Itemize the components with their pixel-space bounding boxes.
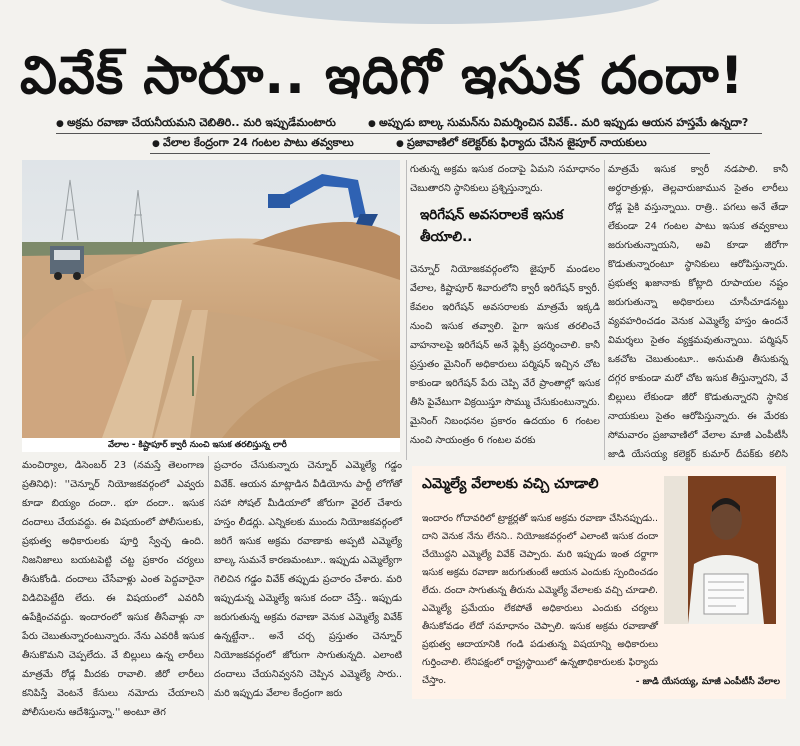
masthead-band: [0, 0, 800, 40]
kicker-item: ● వేలాల కేంద్రంగా 24 గంటల పాటు తవ్వకాలు: [152, 136, 354, 152]
quote-box-heading: ఎమ్మెల్యే వేలాలకు వచ్చి చూడాలి: [422, 476, 599, 492]
column-divider: [406, 160, 407, 460]
kicker-divider: [150, 153, 710, 154]
article-paragraph: ప్రచారం చేసుకున్నారు చెన్నూర్ ఎమ్మెల్యే గడ్డం వివేక్. ఆయన మాట్లాడిన వీడియోను పార్టీ లోగోతో సహా సోషల్ మీడియాలో జోరుగా వైరల్ చేశారు హస్తం లీడర్లు. ఎన్నికలకు ముందు నియోజకవర్గంలో జరిగే ఇసుక అక్రమ రవాణాకు అప్పటి ఎమ్మెల్యే బాల్క సుమనే కారణమంటూ.. ఇప్పుడు ఎమ్మెల్యేగా గెలిచిన గడ్డం వివేక్ తప్పుడు ప్రచారం చేశారు. మరి ఇప్పుడున్న ఎమ్మెల్యే ఇసుక దందా చేస్తే.. ఇప్పుడు జరుగుతున్న అక్రమ రవాణా వెనుక ఎమ్మెల్యే వివేక్ ఉన్నట్టేనా.. అనే చర్చ ప్రస్తుతం చెన్నూర్ నియోజకవర్గంలో జోరుగా సాగుతున్నది. ఎలాంటి దందాలు చేయనివ్వనని చెప్పిన ఎమ్మెల్యే సారు.. మరి ఇప్పుడు వేలాల కేంద్రంగా జరు: [214, 460, 402, 699]
article-column-3-top: [410, 160, 600, 200]
column-divider: [604, 160, 605, 460]
article-paragraph: గుతున్న అక్రమ ఇసుక దందాపై ఏమని సమాధానం చెబుతారని స్థానికులు ప్రశ్నిస్తున్నారు.: [410, 164, 600, 194]
headline: వివేక్ సారూ.. ఇదిగో ఇసుక దందా!: [20, 46, 745, 106]
quote-box-text: ఇందారం గోదావరిలో ట్రాక్టర్లతో ఇసుక అక్రమ రవాణా చేసినప్పుడు.. దాని వెనుక నేను లేనని.. నియోజకవర్గంలో ఎలాంటి ఇసుక దందా చేయొద్దని ఎమ్మెల్యే వివేక్ చెప్పారు. మరి ఇప్పుడు ఇంత దర్జాగా ఇసుక అక్రమ రవాణా జరుగుతుంటే ఆయన ఎందుకు స్పందించడం లేదు. దందా సాగుతున్న తీరును ఎమ్మెల్యే వేలాలకు వచ్చి చూడాలి. ఎమ్మెల్యే ప్రమేయం లేకపోతే అధికారులు ఎందుకు చర్యలు తీసుకోవడం లేదో సమాధానం చెప్పాలి. ఇసుక అక్రమ రవాణాతో ప్రభుత్వ ఆదాయానికి గండి పడుతున్న విషయాన్ని అధికారులు గుర్తించాలి. లేనిపక్షంలో రాష్ట్రస్థాయిలో ఉన్నతాధికారులకు ఫిర్యాదు చేస్తాం.: [422, 513, 658, 686]
section-subhead: ఇరిగేషన్ అవసరాలకే ఇసుక తీయాలి..: [420, 207, 564, 245]
article-column-3: [410, 260, 600, 457]
kicker-item: ● అక్రమ రవాణా చేయనీయమని చెబితిరి.. మరి ఇప్పుడేమంటారు: [56, 116, 336, 132]
decorative-arc: [210, 0, 670, 24]
quote-attribution: - జాడి యేసయ్య, మాజీ ఎంపీటీసీ వేలాల: [635, 677, 780, 687]
article-paragraph: చెన్నూర్ నియోజకవర్గంలోని జైపూర్ మండలం వేలాల, కిష్టాపూర్ శివారులోని క్వారీ ఇరిగేషన్ క్వారీ. కేవలం ఇరిగేషన్ అవసరాలకు మాత్రమే ఇక్కడి నుంచి ఇసుక తవ్వాలి. పైగా ఇసుక తరలించే వాహనాలపై ఇరిగేషన్ అనే ఫ్లెక్సీ ప్రదర్శించాలి. కానీ ప్రస్తుతం మైనింగ్ అధికారులు పర్మిషన్ ఇచ్చిన చోట కాకుండా ఇరిగేషన్ పేరు చెప్పి వేరే ప్రాంతాల్లో ఇసుక తీసి పైవేటుగా విక్రయిస్తూ సొమ్ము చేసుకుంటున్నారు. మైనింగ్ నిబంధనల ప్రకారం ఉదయం 6 గంటల నుంచి సాయంత్రం 6 గంటల వరకు: [410, 264, 600, 446]
kicker-item: ● అప్పుడు బాల్క సుమన్‌ను విమర్శించిన వివేక్.. మరి ఇప్పుడు ఆయన హస్తమే ఉన్నదా?: [368, 116, 748, 132]
kicker-row-1: [20, 114, 780, 134]
quarry-photo: [22, 160, 400, 438]
portrait-photo: [664, 476, 776, 624]
article-column-4: [608, 160, 788, 460]
column-divider: [208, 456, 209, 700]
kicker-row-2: [20, 134, 780, 154]
article-column-1: [22, 456, 204, 718]
kicker-divider: [56, 133, 762, 134]
person-portrait: [664, 476, 776, 624]
photo-caption: వేలాల - కిష్టాపూర్ క్వారీ నుంచి ఇసుక తరలిస్తున్న లారీ: [22, 438, 400, 452]
article-column-2: [214, 456, 402, 701]
kicker-block: [20, 114, 780, 154]
article-paragraph: మాత్రమే ఇసుక క్వారీ నడపాలి. కానీ అర్ధరాత్రుళ్లు, తెల్లవారుజామున సైతం లారీలు రోడ్ల పైకి వస్తున్నాయి. రాత్రి.. పగలు అనే తేడా లేకుండా 24 గంటల పాటు ఇసుక తవ్వకాలు జరుగుతున్నాయని, అవి కూడా జీరోగా కొడుతున్నారంటూ స్థానికులు ఆరోపిస్తున్నారు. ప్రభుత్వ ఖజానాకు కోట్లాది రూపాయల నష్టం జరుగుతున్నా అధికారులు చూసీచూడనట్టు వ్యవహరించడం వెనుక ఎమ్మెల్యే హస్తం ఉందనే విమర్శలు సైతం వ్యక్తమవుతున్నాయి. పర్మిషన్ ఒకచోట చెబుతుంటూ.. అనుమతి తీసుకున్న దగ్గర కాకుండా మరో చోట ఇసుక తీస్తున్నారని, వే బిల్లులు లేకుండా జీరో కొడుతున్నారని స్థానిక నాయకులు సైతం ఆరోపిస్తున్నారు. ఈ మేరకు సోమవారం ప్రజావాణిలో వేలాల మాజీ ఎంపీటీసీ జాడి యేసయ్య కలెక్టర్ కుమార్ దీపక్‌కు కలిసి: [608, 164, 788, 460]
kicker-item: ● ప్రజావాణిలో కలెక్టర్‌కు ఫిర్యాదు చేసిన జైపూర్ నాయకులు: [396, 136, 647, 152]
quarry-illustration: [22, 160, 400, 438]
article-paragraph: మంచిర్యాల, డిసెంబర్ 23 (నమస్తే తెలంగాణ ప్రతినిధి): ''చెన్నూర్ నియోజకవర్గంలో ఎవ్వరు కూడా బియ్యం దందా.. భూ దందా.. ఇసుక దందాలు చేయవద్దు. ఈ విషయంలో పోలీసులకు, ప్రభుత్వ అధికారులకు పూర్తి స్వేచ్ఛ ఉంది. నిజనిజాలు బయటపెట్టి చట్ట ప్రకారం చర్యలు తీసుకోండి. దందాలు చేసేవాళ్లు ఎంత పెద్దవారైనా విడిచిపెట్టేది లేదు. ఈ విషయంలో ఎవరినీ ఉపేక్షించవద్దు. ఇందారంలో ఇసుక తీసేవాళ్లు నా పేరు చెబుతున్నారంటున్నారు. నేను ఎవరికీ ఇసుక తీసుకొమని చెప్పలేదు. వే బిల్లులు ఉన్న లారీలు మాత్రమే రోడ్ల మీదకు రావాలి. జీరో లారీలు కనిపిస్తే వెంటనే కేసులు నమోదు చేయాలని పోలీసులను ఆదేశిస్తున్నా.'' అంటూ తెగ: [22, 460, 204, 718]
